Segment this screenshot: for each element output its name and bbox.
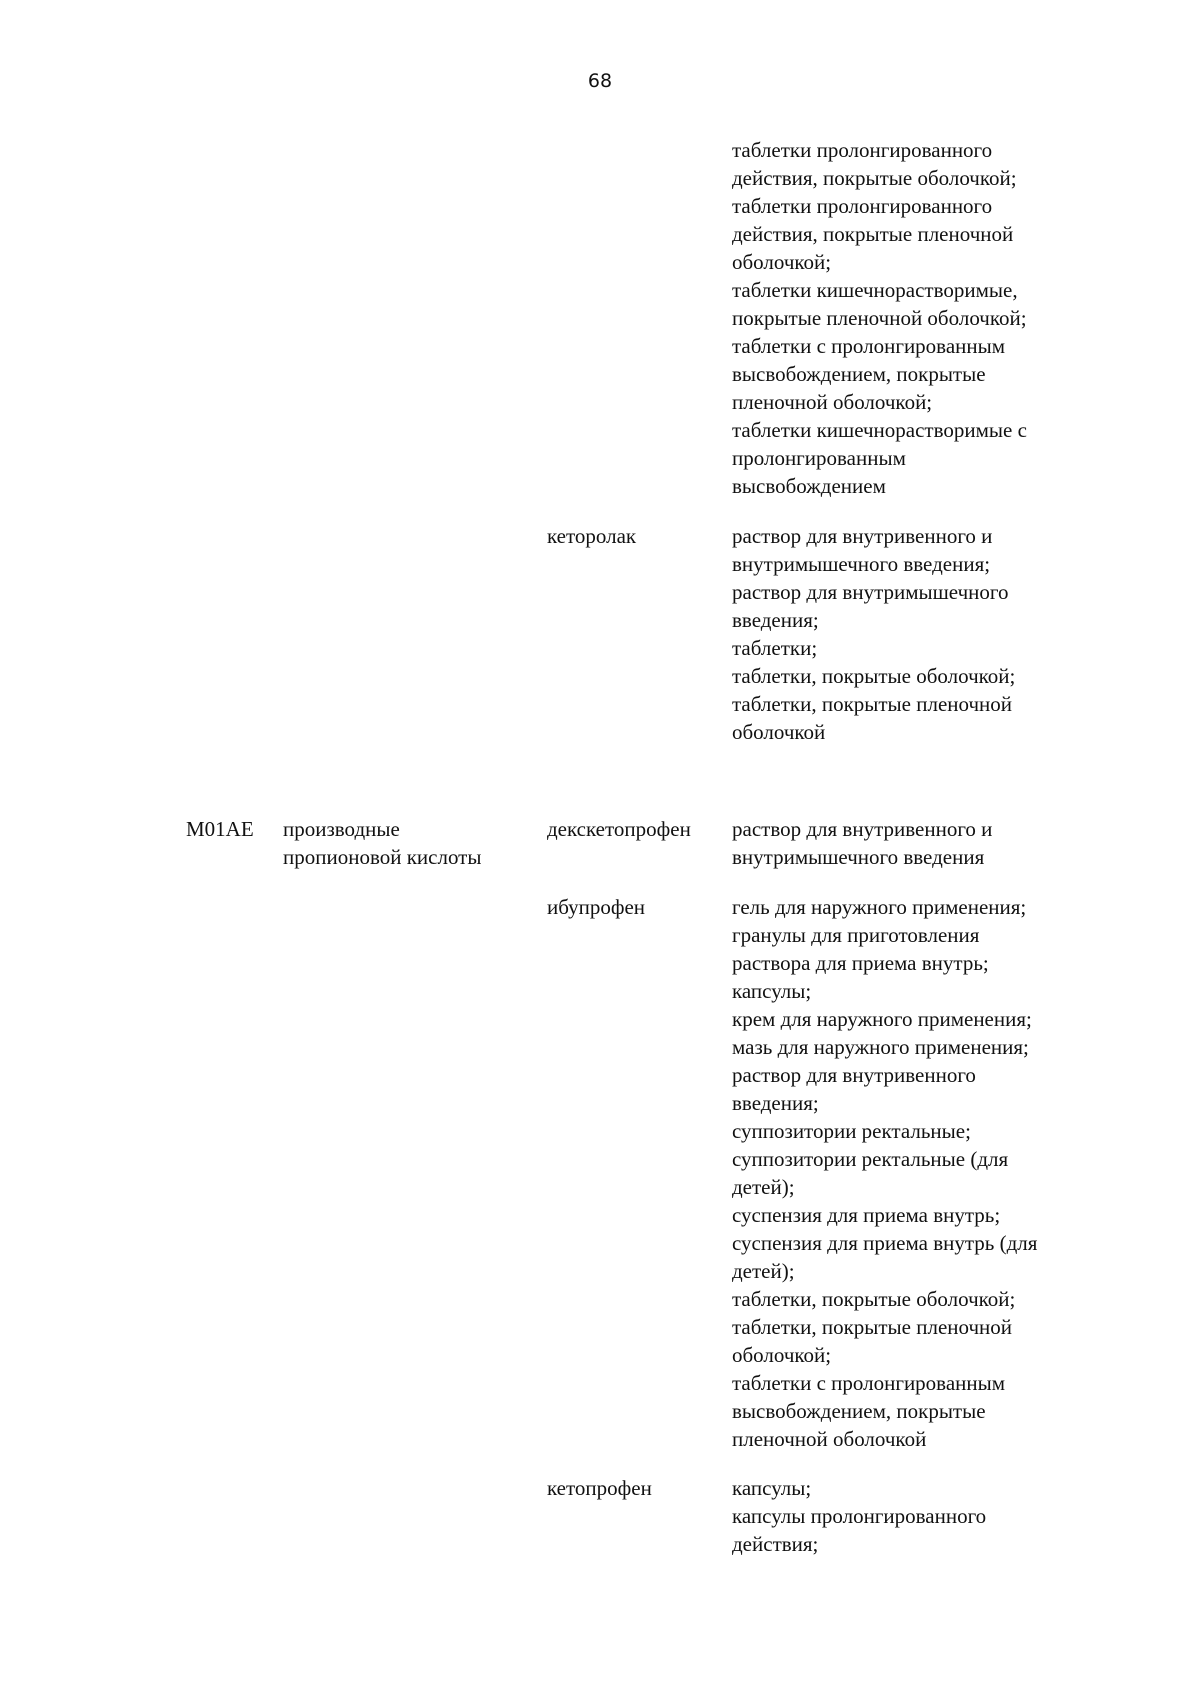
- text-line: высвобождением, покрытые: [732, 1399, 986, 1423]
- text-line: капсулы;: [732, 1476, 812, 1500]
- drug-name-ibuprofen: ибупрофен: [547, 895, 646, 919]
- text-line: таблетки кишечнорастворимые,: [732, 278, 1018, 302]
- text-line: пролонгированным: [732, 446, 906, 470]
- text-line: оболочкой;: [732, 1343, 832, 1367]
- text-line: введения;: [732, 1091, 819, 1115]
- drug-name-ketoprofen: кетопрофен: [547, 1476, 652, 1500]
- dosage-forms-continued: [732, 136, 1027, 500]
- text-line: капсулы;: [732, 979, 812, 1003]
- dosage-forms-dexketoprofen: [732, 815, 992, 871]
- text-line: таблетки пролонгированного: [732, 138, 993, 162]
- text-line: детей);: [732, 1259, 795, 1283]
- text-line: капсулы пролонгированного: [732, 1504, 987, 1528]
- dosage-forms-ketorolac: [732, 522, 1015, 746]
- text-line: таблетки, покрытые пленочной: [732, 692, 1013, 716]
- text-line: оболочкой;: [732, 250, 832, 274]
- text-line: таблетки с пролонгированным: [732, 1371, 1006, 1395]
- text-line: внутримышечного введения: [732, 845, 985, 869]
- text-line: суспензия для приема внутрь (для: [732, 1231, 1038, 1255]
- text-line: таблетки с пролонгированным: [732, 334, 1006, 358]
- text-line: раствор для внутримышечного: [732, 580, 1009, 604]
- text-line: гранулы для приготовления: [732, 923, 980, 947]
- dosage-forms-ketoprofen: [732, 1474, 986, 1558]
- text-line: суппозитории ректальные (для: [732, 1147, 1009, 1171]
- text-line: таблетки, покрытые пленочной: [732, 1315, 1013, 1339]
- pharmacological-group: [283, 815, 481, 871]
- text-line: детей);: [732, 1175, 795, 1199]
- text-line: суспензия для приема внутрь;: [732, 1203, 1001, 1227]
- text-line: внутримышечного введения;: [732, 552, 991, 576]
- text-line: пленочной оболочкой;: [732, 390, 933, 414]
- text-line: покрытые пленочной оболочкой;: [732, 306, 1027, 330]
- text-line: действия, покрытые оболочкой;: [732, 166, 1017, 190]
- atc-code: M01AE: [186, 817, 254, 841]
- dosage-forms-ibuprofen: [732, 893, 1037, 1453]
- text-line: таблетки кишечнорастворимые с: [732, 418, 1027, 442]
- text-line: крем для наружного применения;: [732, 1007, 1032, 1031]
- text-line: мазь для наружного применения;: [732, 1035, 1029, 1059]
- text-line: таблетки пролонгированного: [732, 194, 993, 218]
- text-line: пропионовой кислоты: [283, 845, 482, 869]
- drug-name-ketorolac: кеторолак: [547, 524, 637, 548]
- text-line: таблетки, покрытые оболочкой;: [732, 664, 1016, 688]
- text-line: гель для наружного применения;: [732, 895, 1027, 919]
- text-line: суппозитории ректальные;: [732, 1119, 971, 1143]
- page-number: 68: [587, 70, 613, 92]
- text-line: раствора для приема внутрь;: [732, 951, 989, 975]
- text-line: введения;: [732, 608, 819, 632]
- text-line: высвобождением, покрытые: [732, 362, 986, 386]
- text-line: пленочной оболочкой: [732, 1427, 927, 1451]
- text-line: высвобождением: [732, 474, 886, 498]
- text-line: производные: [283, 817, 400, 841]
- text-line: таблетки, покрытые оболочкой;: [732, 1287, 1016, 1311]
- drug-name-dexketoprofen: декскетопрофен: [547, 817, 691, 841]
- text-line: раствор для внутривенного и: [732, 524, 993, 548]
- text-line: раствор для внутривенного и: [732, 817, 993, 841]
- text-line: действия;: [732, 1532, 819, 1556]
- text-line: действия, покрытые пленочной: [732, 222, 1014, 246]
- text-line: оболочкой: [732, 720, 826, 744]
- text-line: таблетки;: [732, 636, 818, 660]
- text-line: раствор для внутривенного: [732, 1063, 976, 1087]
